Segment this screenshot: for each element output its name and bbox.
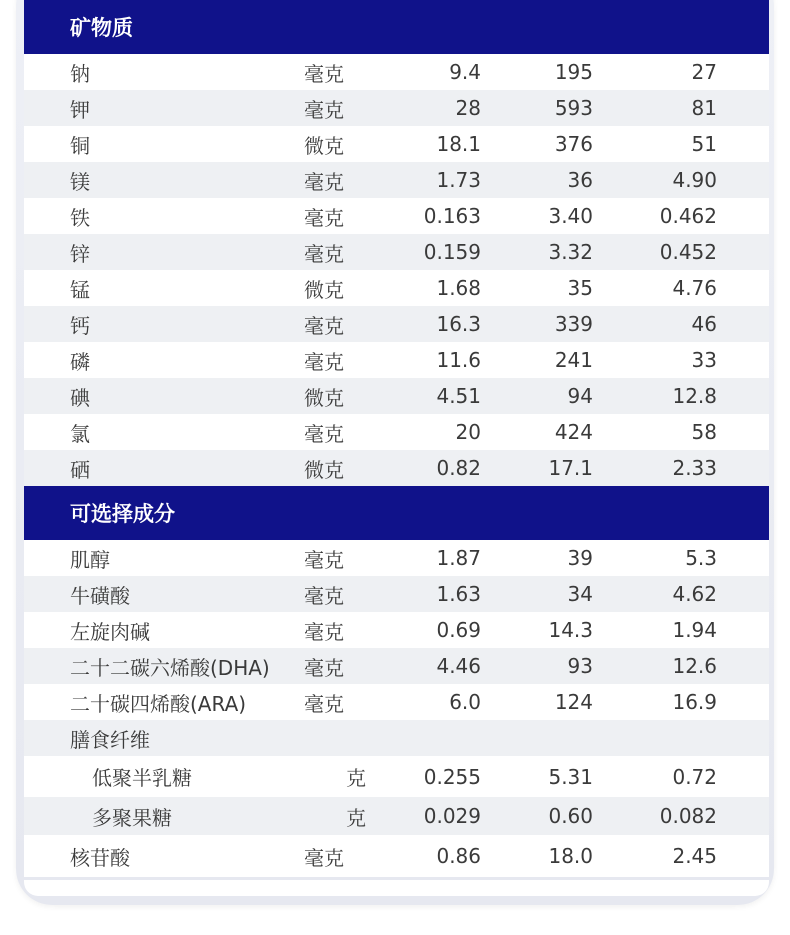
row-value-3: 0.452 — [659, 240, 717, 264]
row-value-2: 17.1 — [548, 456, 593, 480]
row-unit: 微克 — [304, 385, 344, 410]
row-value-3: 2.45 — [672, 844, 717, 868]
row-name: 低聚半乳糖 — [92, 766, 192, 790]
row-value-1: 16.3 — [436, 312, 481, 336]
row-value-3: 4.76 — [672, 276, 717, 300]
section-header-minerals — [24, 0, 769, 54]
table-row — [24, 648, 769, 684]
row-name: 多聚果糖 — [92, 805, 172, 830]
row-value-1: 0.82 — [436, 456, 481, 480]
row-value-2: 34 — [567, 582, 593, 606]
table-row — [24, 612, 769, 648]
table-row — [24, 540, 769, 576]
row-value-2: 3.32 — [548, 240, 593, 264]
row-value-3: 5.3 — [685, 546, 717, 570]
row-name: 氯 — [70, 421, 90, 446]
row-unit: 微克 — [304, 133, 344, 158]
row-name: 牛磺酸 — [70, 583, 130, 608]
row-value-2: 424 — [554, 420, 593, 444]
row-value-2: 39 — [567, 546, 593, 570]
row-name: 碘 — [70, 385, 90, 410]
row-value-1: 9.4 — [449, 60, 481, 84]
row-unit: 毫克 — [304, 421, 344, 446]
table-row — [24, 270, 769, 306]
row-name: 核苷酸 — [70, 845, 130, 870]
row-value-2: 0.60 — [548, 804, 593, 828]
table-row — [24, 378, 769, 414]
row-value-1: 1.73 — [436, 168, 481, 192]
row-value-3: 51 — [691, 132, 717, 156]
row-value-3: 4.90 — [672, 168, 717, 192]
row-unit: 毫克 — [304, 169, 344, 194]
table-row — [24, 835, 769, 877]
row-unit: 微克 — [304, 277, 344, 302]
row-value-2: 93 — [567, 654, 593, 678]
row-value-1: 20 — [455, 420, 481, 444]
row-value-2: 35 — [567, 276, 593, 300]
row-unit: 克 — [346, 805, 366, 830]
row-value-2: 376 — [554, 132, 593, 156]
row-name: 钾 — [70, 97, 90, 122]
row-value-2: 36 — [567, 168, 593, 192]
row-value-3: 12.6 — [672, 654, 717, 678]
row-name: 二十碳四烯酸(ARA) — [70, 691, 247, 716]
row-value-1: 1.87 — [436, 546, 481, 570]
table-row — [24, 684, 769, 720]
row-name: 钙 — [70, 313, 90, 338]
panel-bottom — [24, 880, 769, 896]
row-value-2: 124 — [554, 690, 593, 714]
table-row — [24, 797, 769, 835]
section-header-optional — [24, 486, 769, 540]
row-value-3: 12.8 — [672, 384, 717, 408]
row-name: 肌醇 — [70, 547, 110, 572]
row-value-1: 4.46 — [436, 654, 481, 678]
table-row — [24, 414, 769, 450]
table-row — [24, 162, 769, 198]
table-row — [24, 126, 769, 162]
section-title: 可选择成分 — [70, 502, 175, 526]
table-row — [24, 342, 769, 378]
row-value-2: 18.0 — [548, 844, 593, 868]
row-value-3: 2.33 — [672, 456, 717, 480]
row-value-1: 1.68 — [436, 276, 481, 300]
table-row — [24, 720, 769, 756]
row-value-1: 1.63 — [436, 582, 481, 606]
row-value-2: 14.3 — [548, 618, 593, 642]
row-name: 钠 — [70, 61, 90, 86]
row-value-3: 4.62 — [672, 582, 717, 606]
row-value-3: 81 — [691, 96, 717, 120]
row-unit: 毫克 — [304, 313, 344, 338]
section-title: 矿物质 — [70, 16, 133, 40]
optional-rows — [24, 540, 769, 877]
row-unit: 毫克 — [304, 583, 344, 608]
row-unit: 毫克 — [304, 97, 344, 122]
row-value-2: 339 — [554, 312, 593, 336]
table-row — [24, 54, 769, 90]
row-value-1: 0.163 — [423, 204, 481, 228]
row-unit: 毫克 — [304, 619, 344, 644]
row-name: 二十二碳六烯酸(DHA) — [70, 655, 270, 680]
row-unit: 毫克 — [304, 655, 344, 680]
row-name: 左旋肉碱 — [70, 619, 150, 644]
row-value-1: 0.86 — [436, 844, 481, 868]
row-value-1: 0.255 — [423, 764, 481, 789]
row-name: 镁 — [70, 169, 90, 194]
row-value-1: 28 — [455, 96, 481, 120]
row-value-3: 58 — [691, 420, 717, 444]
row-name: 锰 — [70, 277, 90, 302]
row-name: 膳食纤维 — [70, 727, 150, 752]
row-value-1: 18.1 — [436, 132, 481, 156]
row-value-3: 0.462 — [659, 204, 717, 228]
table-row — [24, 450, 769, 486]
row-name: 磷 — [70, 349, 90, 374]
row-value-1: 6.0 — [449, 690, 481, 714]
row-value-1: 0.159 — [423, 240, 481, 264]
row-unit: 毫克 — [304, 61, 344, 86]
row-unit: 克 — [346, 766, 366, 790]
row-value-3: 0.082 — [659, 804, 717, 828]
row-value-2: 3.40 — [548, 204, 593, 228]
row-value-1: 0.029 — [423, 804, 481, 828]
row-unit: 毫克 — [304, 691, 344, 716]
row-name: 铜 — [70, 133, 90, 158]
row-value-3: 16.9 — [672, 690, 717, 714]
row-value-3: 1.94 — [672, 618, 717, 642]
row-unit: 毫克 — [304, 205, 344, 230]
row-unit: 毫克 — [304, 349, 344, 374]
row-value-1: 4.51 — [436, 384, 481, 408]
row-value-3: 46 — [691, 312, 717, 336]
table-row — [24, 234, 769, 270]
row-value-2: 593 — [554, 96, 593, 120]
row-name: 锌 — [70, 241, 90, 266]
table-row — [24, 198, 769, 234]
row-unit: 毫克 — [304, 241, 344, 266]
table-row — [24, 756, 769, 797]
row-value-1: 0.69 — [436, 618, 481, 642]
row-unit: 毫克 — [304, 547, 344, 572]
minerals-rows — [24, 54, 769, 486]
row-unit: 微克 — [304, 457, 344, 482]
row-value-2: 241 — [554, 348, 593, 372]
row-value-3: 27 — [691, 60, 717, 84]
table-row — [24, 576, 769, 612]
row-value-1: 11.6 — [436, 348, 481, 372]
row-value-3: 33 — [691, 348, 717, 372]
nutrition-table — [24, 0, 769, 877]
table-row — [24, 306, 769, 342]
row-name: 铁 — [70, 205, 90, 230]
row-name: 硒 — [70, 457, 90, 482]
row-value-2: 5.31 — [548, 764, 593, 789]
row-unit: 毫克 — [304, 845, 344, 870]
row-value-2: 94 — [567, 384, 593, 408]
table-row — [24, 90, 769, 126]
row-value-2: 195 — [554, 60, 593, 84]
row-value-3: 0.72 — [672, 764, 717, 789]
